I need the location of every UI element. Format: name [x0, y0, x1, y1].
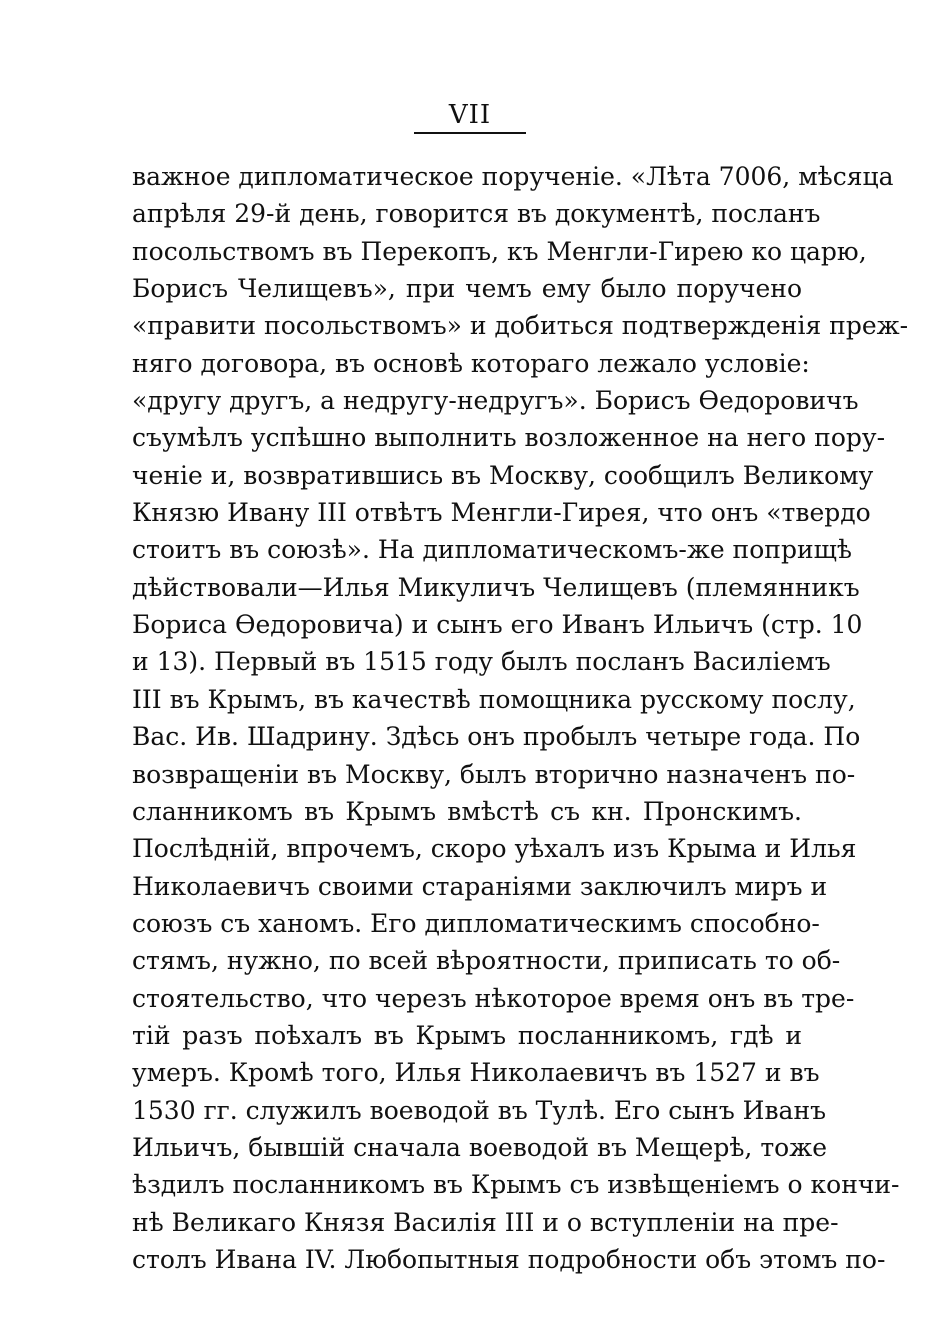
text-line: стоитъ въ союзѣ». На дипломатическомъ-же поприщѣ: [132, 535, 852, 565]
page-number: VII: [448, 100, 492, 130]
text-line: Вас. Ив. Шадрину. Здѣсь онъ пробылъ четыре года. По: [132, 722, 861, 752]
text-line: тій разъ поѣхалъ въ Крымъ посланникомъ, гдѣ и: [132, 1020, 802, 1050]
text-line: Николаевичъ своими стараніями заключилъ миръ и: [132, 871, 828, 901]
text-line: нѣ Великаго Князя Василія III и о вступленіи на пре-: [132, 1207, 839, 1237]
text-line: Борисъ Челищевъ», при чемъ ему было поручено: [132, 274, 802, 304]
text-line: и 13). Первый въ 1515 году былъ посланъ Василіемъ: [132, 647, 831, 677]
text-line: столъ Ивана IV. Любопытныя подробности объ этомъ по-: [132, 1244, 886, 1274]
text-line: Бориса Ѳедоровича) и сынъ его Иванъ Ильичъ (стр. 10: [132, 610, 863, 640]
text-line: стямъ, нужно, по всей вѣроятности, приписать то об-: [132, 946, 841, 976]
text-line: апрѣля 29-й день, говорится въ документѣ, посланъ: [132, 199, 821, 229]
text-line: важное дипломатическое порученіе. «Лѣта 7006, мѣсяца: [132, 162, 894, 191]
text-line: союзъ съ ханомъ. Его дипломатическимъ способно-: [132, 908, 820, 938]
text-line: Князю Ивану III отвѣтъ Менгли-Гирея, что онъ «твердо: [132, 498, 871, 528]
text-line: съумѣлъ успѣшно выполнить возложенное на него пору-: [132, 423, 886, 453]
text-line: няго договора, въ основѣ котораго лежало условіе:: [132, 348, 810, 378]
body-text: [132, 158, 909, 1278]
text-line: Ильичъ, бывшій сначала воеводой въ Мещерѣ, тоже: [132, 1132, 827, 1162]
text-line: посольствомъ въ Перекопъ, къ Менгли-Гирею ко царю,: [132, 236, 867, 266]
page-number-rule: [414, 132, 526, 134]
text-line: умеръ. Кромѣ того, Илья Николаевичъ въ 1527 и въ: [132, 1058, 820, 1088]
text-line: дѣйствовали—Илья Микуличъ Челищевъ (племянникъ: [132, 572, 860, 602]
text-line: стоятельство, что черезъ нѣкоторое время онъ въ тре-: [132, 983, 855, 1013]
text-line: «правити посольствомъ» и добиться подтвержденія преж-: [132, 311, 909, 341]
text-line: возвращеніи въ Москву, былъ вторично назначенъ по-: [132, 759, 856, 789]
text-line: III въ Крымъ, въ качествѣ помощника русскому послу,: [132, 684, 856, 714]
text-line: «другу другъ, а недругу-недругъ». Борисъ Ѳедоровичъ: [132, 386, 859, 416]
text-line: 1530 гг. служилъ воеводой въ Тулѣ. Его сынъ Иванъ: [132, 1095, 827, 1125]
text-line: ченіе и, возвратившись въ Москву, сообщилъ Великому: [132, 460, 874, 490]
text-line: Послѣдній, впрочемъ, скоро уѣхалъ изъ Крыма и Илья: [132, 834, 857, 864]
text-line: сланникомъ въ Крымъ вмѣстѣ съ кн. Пронскимъ.: [132, 796, 802, 826]
text-line: ѣздилъ посланникомъ въ Крымъ съ извѣщеніемъ о кончи-: [132, 1170, 900, 1200]
